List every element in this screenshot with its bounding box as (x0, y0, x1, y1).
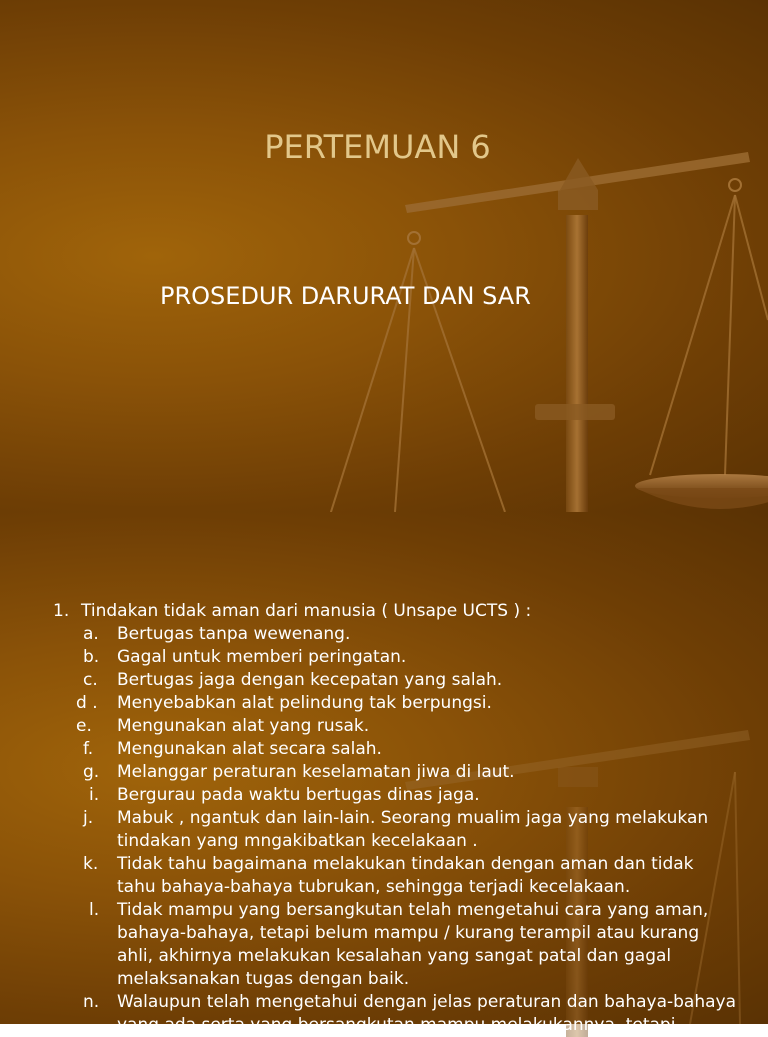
list-item-text: bahaya-bahaya, tetapi belum mampu / kurang terampil atau kurang (117, 923, 700, 943)
list-heading-number: 1. (53, 601, 70, 621)
slide-content (0, 512, 768, 1035)
list-item-text: tindakan yang mngakibatkan kecelakaan . (117, 831, 478, 851)
list-item-text: Mengunakan alat yang rusak. (117, 716, 370, 736)
list-item (0, 807, 768, 853)
list-item-marker: c. (83, 670, 98, 690)
list-item-marker: k. (83, 854, 99, 874)
list-item-marker: b. (83, 647, 100, 667)
list-item (0, 669, 768, 692)
list-item-marker: l. (89, 900, 100, 920)
list-item-text: Walaupun telah mengetahui dengan jelas peraturan dan bahaya-bahaya (117, 992, 736, 1012)
list-item-marker: f. (83, 739, 94, 759)
slide-title-text: PERTEMUAN 6 (264, 128, 491, 166)
list-item-text: Gagal untuk memberi peringatan. (117, 647, 407, 667)
list-item-text: Bertugas tanpa wewenang. (117, 624, 351, 644)
balance-scale-illustration (0, 0, 768, 512)
list-item-marker: a. (83, 624, 99, 644)
list-item (0, 646, 768, 669)
list-item-text: melaksanakan tugas dengan baik. (117, 969, 410, 989)
list-heading (0, 600, 768, 623)
list-item (0, 784, 768, 807)
list-item-marker: e. (76, 716, 92, 736)
list-item-marker: g. (83, 762, 100, 782)
list-item-text: Bergurau pada waktu bertugas dinas jaga. (117, 785, 480, 805)
list-item-marker: d . (76, 693, 98, 713)
list-item-text: Bertugas jaga dengan kecepatan yang salah. (117, 670, 503, 690)
slide-subtitle-text: PROSEDUR DARURAT DAN SAR (160, 282, 531, 310)
list-item-text: Mengunakan alat secara salah. (117, 739, 382, 759)
list-item-text: Menyebabkan alat pelindung tak berpungsi. (117, 693, 492, 713)
list-heading-text: Tindakan tidak aman dari manusia ( Unsape UCTS ) : (81, 601, 532, 621)
list-item (0, 623, 768, 646)
list-item-marker: i. (89, 785, 100, 805)
slide-title (0, 0, 768, 512)
list-item-text: ahli, akhirnya melakukan kesalahan yang sangat patal dan gagal (117, 946, 672, 966)
list-item-text: Melanggar peraturan keselamatan jiwa di laut. (117, 762, 515, 782)
list-item (0, 991, 768, 1037)
list-item (0, 899, 768, 991)
list-item-text: Tidak mampu yang bersangkutan telah mengetahui cara yang aman, (117, 900, 709, 920)
list-item-text: tahu bahaya-bahaya tubrukan, sehingga terjadi kecelakaan. (117, 877, 631, 897)
list-item-text: Mabuk , ngantuk dan lain-lain. Seorang mualim jaga yang melakukan (117, 808, 709, 828)
list-item-text: Tidak tahu bagaimana melakukan tindakan dengan aman dan tidak (117, 854, 694, 874)
list-item (0, 761, 768, 784)
list-item-marker: n. (83, 992, 100, 1012)
list-item (0, 692, 768, 715)
list-item-marker: j. (83, 808, 94, 828)
list-item (0, 738, 768, 761)
list-item-text: yang ada serta yang bersangkutan mampu melakukannya, tetapi (117, 1015, 676, 1035)
list-item (0, 715, 768, 738)
unsafe-actions-list (0, 600, 768, 1037)
list-item (0, 853, 768, 899)
